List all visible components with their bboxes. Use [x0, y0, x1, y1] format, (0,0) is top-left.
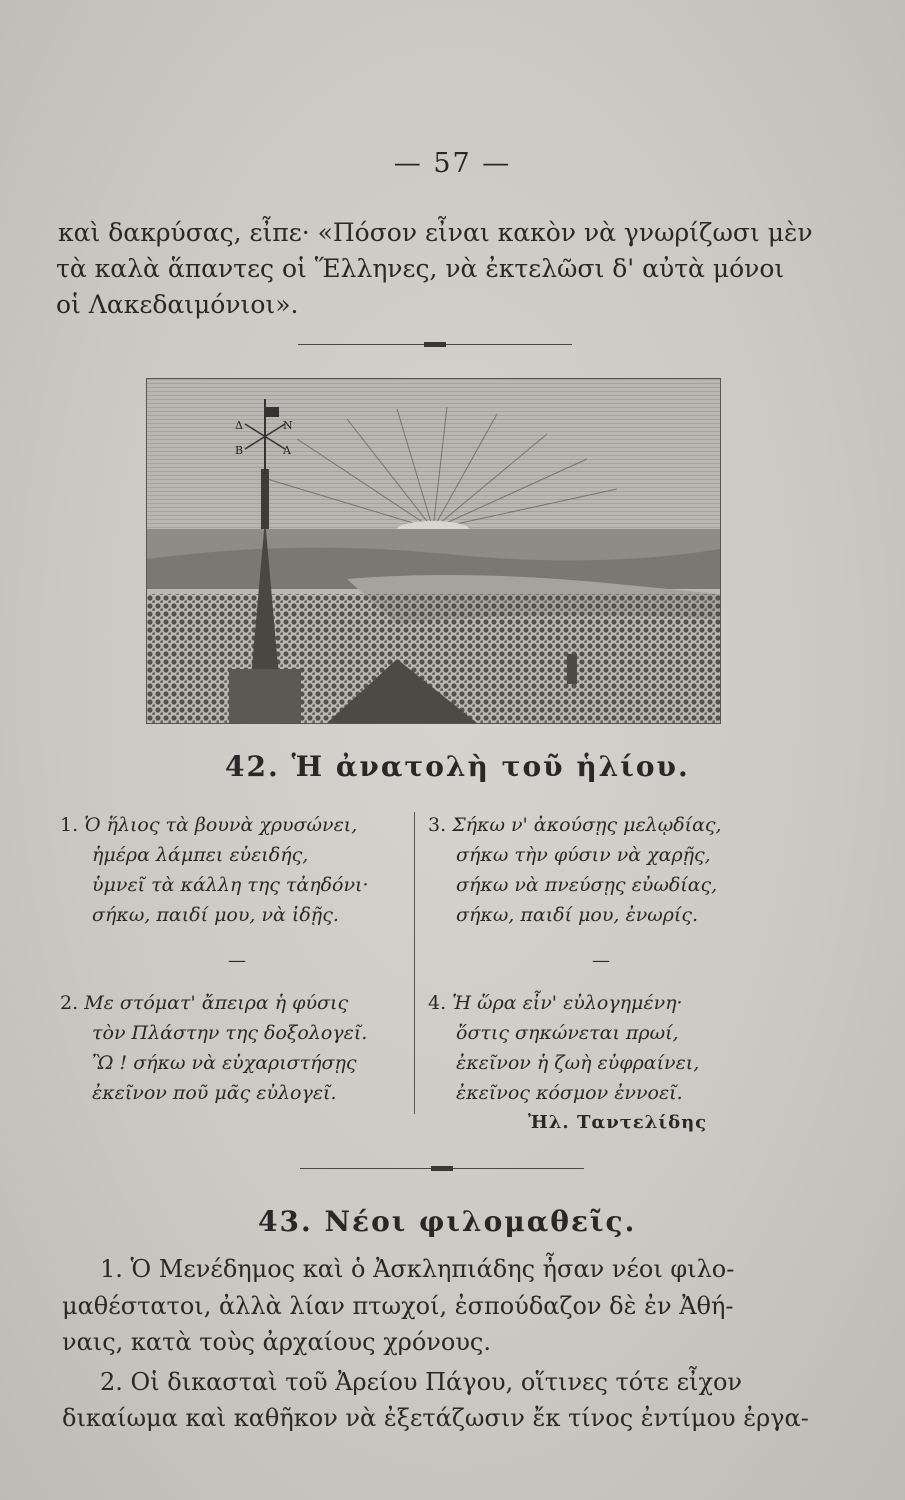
stanza-4 [428, 988, 699, 1108]
verse-line: Σήκω ν' ἀκούσῃς μελῳδίας, [452, 814, 722, 836]
vane-letter: Α [283, 444, 291, 457]
body-line: 2. Οἱ δικασταὶ τοῦ Ἀρείου Πάγου, οἵτινες τότε εἶχον [100, 1368, 743, 1396]
verse-line: σήκω, παιδί μου, ἐνωρίς. [456, 904, 699, 926]
verse-line: σήκω νὰ πνεύσῃς εὐωδίας, [456, 874, 718, 896]
verse-line: ὅστις σηκώνεται πρωί, [456, 1022, 679, 1044]
page-number: — 57 — [393, 148, 512, 179]
intro-line: οἱ Λακεδαιμόνιοι». [56, 290, 299, 319]
verse-line: ἐκεῖνος κόσμον ἐννοεῖ. [456, 1082, 683, 1104]
stanza-separator: — [592, 950, 610, 971]
verse-line: Ὁ ἥλιος τὰ βουνὰ χρυσώνει, [84, 814, 358, 836]
vane-letter: Β [235, 444, 244, 457]
stanza-number: 1. [60, 814, 79, 836]
section-title-43: 43. Νέοι φιλομαθεῖς. [258, 1205, 637, 1238]
verse-line: Ἡ ὥρα εἶν' εὐλογημένη· [452, 992, 683, 1014]
poem-author: Ἠλ. Ταντελίδης [528, 1112, 708, 1133]
stanza-1 [60, 810, 369, 930]
stanza-number: 4. [428, 992, 447, 1014]
intro-line: καὶ δακρύσας, εἶπε· «Πόσον εἶναι κακὸν νὰ γνωρίζωσι μὲν [58, 218, 813, 247]
stanza-2 [60, 988, 367, 1108]
stanza-number: 3. [428, 814, 447, 836]
verse-line: τὸν Πλάστην της δοξολογεῖ. [92, 1022, 368, 1044]
column-divider [414, 812, 415, 1114]
stanza-separator: — [228, 950, 246, 971]
verse-line: σήκω τὴν φύσιν νὰ χαρῇς, [456, 844, 711, 866]
body-line: ναις, κατὰ τοὺς ἀρχαίους χρόνους. [62, 1328, 491, 1356]
sunrise-landscape-icon [147, 379, 720, 723]
verse-line: ὑμνεῖ τὰ κάλλη της τἀηδόνι· [92, 874, 369, 896]
body-line: μαθέστατοι, ἀλλὰ λίαν πτωχοί, ἐσπούδαζον δὲ ἐν Ἀθή- [62, 1292, 734, 1320]
verse-line: σήκω, παιδί μου, νὰ ἰδῇς. [92, 904, 339, 926]
verse-line: ἐκεῖνον ἡ ζωὴ εὐφραίνει, [456, 1052, 700, 1074]
vane-letter: Ν [283, 419, 293, 432]
body-line: 1. Ὁ Μενέδημος καὶ ὁ Ἀσκληπιάδης ἦσαν νέοι φιλο- [100, 1255, 735, 1283]
verse-line: Ὢ ! σήκω νὰ εὐχαριστήσῃς [92, 1052, 357, 1074]
section-divider [300, 1168, 584, 1169]
intro-line: τὰ καλὰ ἅπαντες οἱ Ἕλληνες, νὰ ἐκτελῶσι δ' αὐτὰ μόνοι [56, 254, 785, 283]
verse-line: Με στόματ' ἄπειρα ἡ φύσις [84, 992, 349, 1014]
verse-line: ἡμέρα λάμπει εὐειδής, [92, 844, 309, 866]
body-line: δικαίωμα καὶ καθῆκον νὰ ἐξετάζωσιν ἔκ τίνος ἐντίμου ἐργα- [62, 1404, 809, 1432]
stanza-number: 2. [60, 992, 79, 1014]
verse-line: ἐκεῖνον ποῦ μᾶς εὐλογεῖ. [92, 1082, 337, 1104]
vane-letter: Δ [235, 419, 243, 432]
section-divider [298, 344, 572, 345]
section-title-42: 42. Ἡ ἀνατολὴ τοῦ ἡλίου. [225, 750, 690, 783]
stanza-3 [428, 810, 722, 930]
sunrise-illustration [146, 378, 721, 724]
